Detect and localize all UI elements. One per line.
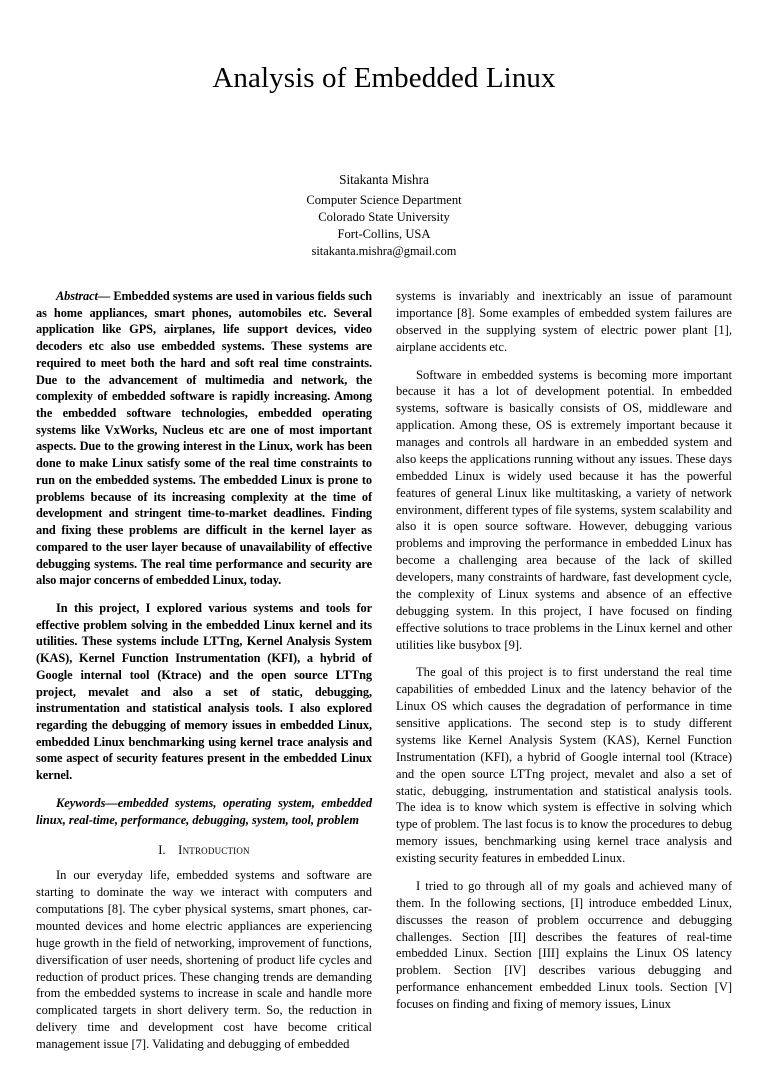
- intro-paragraph-3: The goal of this project is to first understand the real time capabilities of embedded Linux and the latency behavior of the Linux OS which causes the degradation of performance in time sensitive applications. The second step is to study different systems like Kernel Analysis System (KAS), Kernel Function Instrumentation (KFI), a hybrid of Google internal tool (Ktrace) and the open source LTTng project, mevalet and also a set of static, debugging, instrumentation and statistical analysis tools. The idea is to know which system is effective in solving which type of problem. The last focus is to know the procedures to debug memory issues, benchmarking using kernel trace analysis and existing security features in embedded Linux.: [396, 665, 732, 865]
- two-column-body: [36, 288, 732, 1053]
- author-block: [0, 171, 768, 259]
- keywords-terms: embedded systems, operating system, embedded linux, real-time, performance, debugging, system, tool, problem: [36, 795, 372, 827]
- abstract-paragraph: [36, 288, 372, 589]
- author-location: Fort-Collins, USA: [337, 226, 431, 241]
- author-university: Colorado State University: [318, 209, 450, 224]
- left-column: [36, 288, 372, 1053]
- section-number: I.: [158, 843, 166, 858]
- abstract-label: Abstract—: [56, 289, 111, 303]
- page-title: Analysis of Embedded Linux: [212, 62, 556, 94]
- intro-paragraph-2: Software in embedded systems is becoming more important because it has a lot of development potential. In embedded systems, software is basically consists of OS, middleware and application. Among these, OS is extremely important because it manages and controls all hardware in an embedded system and also keeps the applications running without any issues. These days embedded Linux is widely used because it has the powerful features of general Linux like multitasking, a variety of network environment, different types of file systems, system scalability and also it is open source software. However, debugging various problems and improving the performance in embedded Linux has become a challenging area because of the lack of skilled developers, many constraints of hardware, fast development cycle, the complexity of Linux systems and absence of an effective debugging system. In this project, I have focused on finding effective solutions to trace problems in the Linux kernel and other utilities like busybox [9].: [396, 367, 732, 652]
- intro-paragraph-1-left: In our everyday life, embedded systems and software are starting to dominate the way we interact with computers and computations [8]. The cyber physical systems, smart phones, car-mounted devices and home electric appliances are experiencing huge growth in the field of networking, improvement of functions, diversification of user needs, shortening of product life cycles and reduction of product prices. These changing trends are demanding from the embedded systems to increase in scale and handle more complicated targets in short delivery term. So, the reduction in delivery time and development cost have become critical management issue [7]. Validating and debugging of embedded: [36, 868, 372, 1052]
- author-name: Sitakanta Mishra: [339, 172, 429, 188]
- keywords-paragraph: [36, 795, 372, 828]
- intro-paragraph-1-continuation: systems is invariably and inextricably an issue of paramount importance [8]. Some examples of embedded system failures are observed in the supplying system of electric power plant [1], airplane accidents etc.: [396, 289, 732, 354]
- intro-paragraph-4: I tried to go through all of my goals and achieved many of them. In the following sections, [I] introduce embedded Linux, discusses the reason of problem occurrence and debugging challenges. Section [II] describes the features of real-time embedded Linux. Section [III] explains the Linux OS latency problem. Section [IV] describes various debugging and performance enhancement embedded Linux tools. Section [V] focuses on finding and fixing of memory issues, Linux: [396, 878, 732, 1011]
- title-block: [0, 0, 768, 95]
- project-paragraph: In this project, I explored various systems and tools for effective problem solving in the embedded Linux kernel and its utilities. These systems include LTTng, Kernel Analysis System (KAS), Kernel Function Instrumentation (KFI), a hybrid of Google internal tool (Ktrace) and the open source LTTng project, mevalet and also a set of static, debugging, instrumentation and statistical analysis tools. I also explored regarding the debugging of memory issues in embedded Linux, embedded Linux benchmarking using kernel trace analysis and some aspect of security features present in the embedded Linux kernel.: [36, 600, 372, 783]
- author-email: sitakanta.mishra@gmail.com: [311, 243, 457, 258]
- section-heading-introduction: [36, 843, 372, 858]
- abstract-text: Embedded systems are used in various fields such as home appliances, smart phones, automobiles etc. Several application like GPS, airplanes, life support devices, video decoders etc also use embedded systems. These systems are required to meet both the hard and soft real time constraints. Due to the advancement of multimedia and network, the complexity of embedded software is rapidly increasing. Among the embedded software technologies, embedded operating systems like VxWorks, Nucleus etc are one of most important aspects. Due to the growing interest in the Linux, work has been done to make Linux satisfy some of the real time constraints to run on the embedded systems. The embedded Linux is prone to problems because of its increasing complexity at the time of development and stringent time-to-market deadlines. Finding and fixing these problems are difficult in the kernel layer as compared to the user layer because of unavailability of effective debugging systems. The real time performance and security are also major concerns of embedded Linux, today.: [36, 289, 372, 588]
- author-department: Computer Science Department: [306, 193, 462, 208]
- keywords-label: Keywords—: [56, 795, 118, 810]
- right-column: [396, 288, 732, 1053]
- section-title: Introduction: [178, 843, 250, 858]
